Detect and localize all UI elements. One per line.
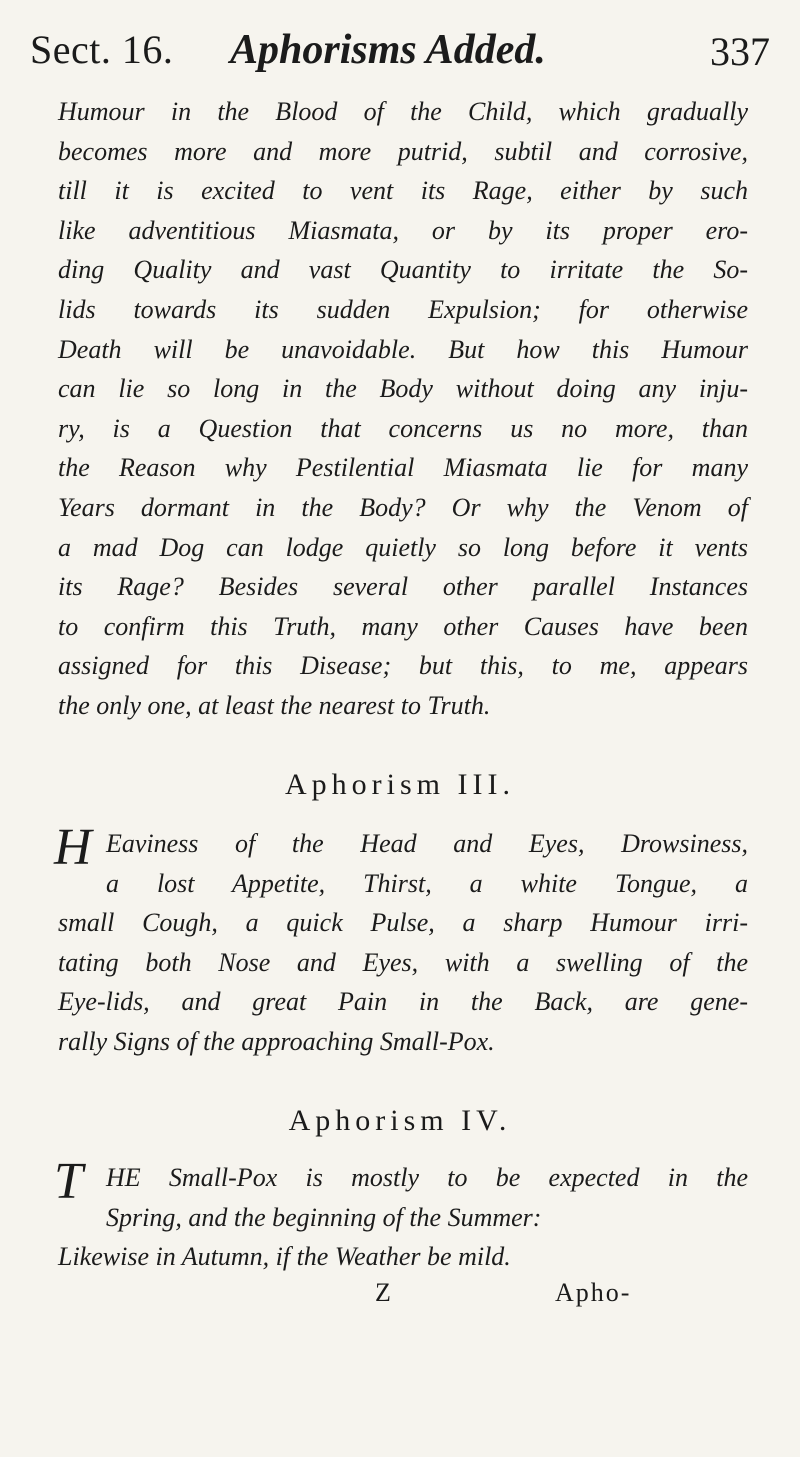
text-line: rally Signs of the approaching Small-Pox.	[58, 1026, 495, 1056]
paragraph-continued	[58, 92, 748, 726]
text-line: lids towards its sudden Expulsion; for otherwise	[58, 294, 748, 324]
page-footer	[0, 1278, 800, 1318]
text-line: Years dormant in the Body? Or why the Venom of	[58, 492, 748, 522]
drop-cap: H	[54, 819, 92, 876]
aphorism-3-heading: Aphorism III.	[285, 768, 515, 801]
text-line: a lost Appetite, Thirst, a white Tongue, a	[106, 868, 748, 898]
text-line: Spring, and the beginning of the Summer:	[106, 1202, 542, 1232]
text-line: Eaviness of the Head and Eyes, Drowsiness,	[106, 829, 748, 858]
section-label: Sect. 16.	[30, 27, 174, 72]
aphorism-3-text	[58, 824, 748, 1062]
text-line: HE Small-Pox is mostly to be expected in the	[106, 1163, 748, 1192]
text-line: Death will be unavoidable. But how this Humour	[58, 334, 748, 364]
text-line: assigned for this Disease; but this, to me, appears	[58, 651, 748, 681]
text-line: Likewise in Autumn, if the Weather be mild.	[58, 1242, 511, 1272]
text-line: like adventitious Miasmata, or by its proper ero-	[58, 215, 748, 245]
text-line: the Reason why Pestilential Miasmata lie for many	[58, 453, 748, 483]
text-line: small Cough, a quick Pulse, a sharp Humour irri-	[58, 908, 748, 938]
running-title: Aphorisms Added.	[230, 27, 546, 73]
text-line: tating both Nose and Eyes, with a swelling of the	[58, 947, 748, 977]
aphorism-4-text	[58, 1158, 748, 1277]
drop-cap: T	[54, 1153, 83, 1210]
text-line: its Rage? Besides several other parallel Instances	[58, 572, 748, 602]
text-line: the only one, at least the nearest to Truth.	[58, 690, 491, 720]
text-line: till it is excited to vent its Rage, either by such	[58, 176, 748, 206]
catchword: Apho-	[555, 1278, 632, 1307]
text-line: a mad Dog can lodge quietly so long before it vents	[58, 532, 748, 562]
text-line: becomes more and more putrid, subtil and corrosive,	[58, 136, 748, 166]
text-line: can lie so long in the Body without doing any inju-	[58, 374, 748, 404]
text-line: Eye-lids, and great Pain in the Back, are gene-	[58, 987, 748, 1017]
text-line: ry, is a Question that concerns us no more, than	[58, 413, 748, 443]
page-number: 337	[710, 29, 770, 74]
running-header	[30, 26, 770, 86]
signature-mark: Z	[375, 1278, 391, 1307]
aphorism-4-heading: Aphorism IV.	[288, 1104, 512, 1137]
text-line: ding Quality and vast Quantity to irritate the So-	[58, 255, 748, 285]
text-line: Humour in the Blood of the Child, which gradually	[58, 97, 748, 126]
text-line: to confirm this Truth, many other Causes have been	[58, 611, 748, 641]
